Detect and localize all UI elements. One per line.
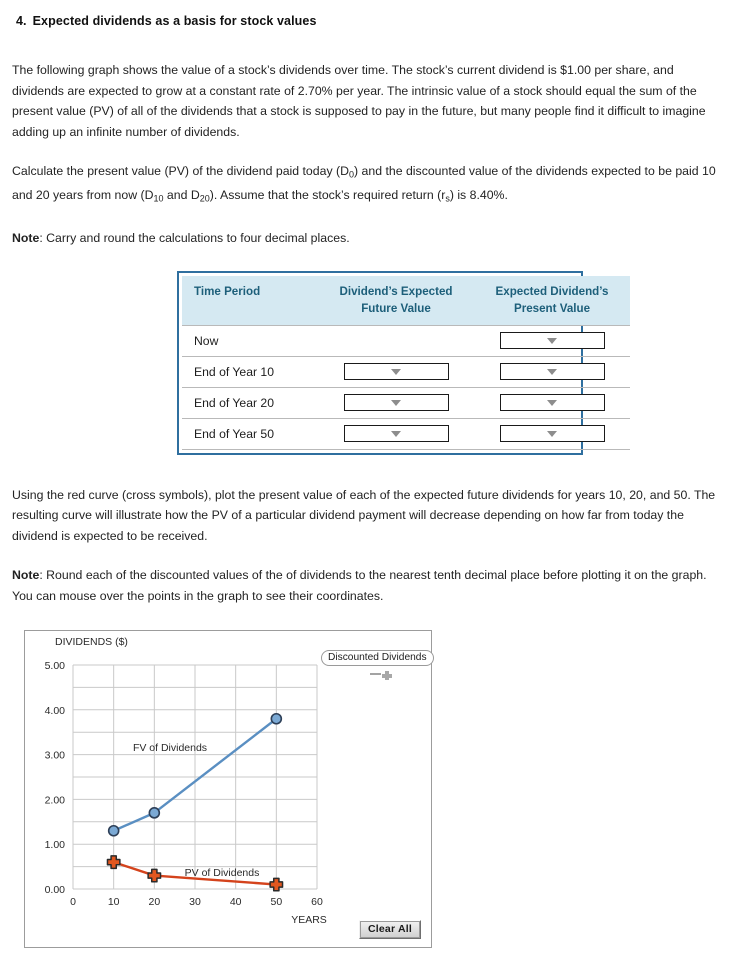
calc-seg-3: and D xyxy=(163,188,200,203)
svg-text:30: 30 xyxy=(189,896,201,909)
calc-sub-rs: s xyxy=(445,193,450,204)
fv-header-line-1: Dividend’s Expected xyxy=(339,284,453,298)
dropdown-pv-year-10[interactable] xyxy=(500,363,605,380)
chevron-down-icon xyxy=(391,369,401,375)
svg-text:DIVIDENDS ($): DIVIDENDS ($) xyxy=(55,636,128,649)
cell-pv-year-20 xyxy=(474,387,630,418)
svg-text:0: 0 xyxy=(70,896,76,909)
dropdown-fv-year-50[interactable] xyxy=(344,425,449,442)
table-header xyxy=(182,276,630,326)
legend-discounted-dividends[interactable]: Discounted Dividends xyxy=(321,650,434,666)
cell-fv-now xyxy=(318,325,474,356)
dropdown-pv-year-20[interactable] xyxy=(500,394,605,411)
chevron-down-icon xyxy=(391,400,401,406)
legend-symbol-icon xyxy=(369,668,397,680)
svg-text:0.00: 0.00 xyxy=(44,884,65,897)
svg-text:PV of Dividends: PV of Dividends xyxy=(184,867,260,880)
calc-sub-d10: 10 xyxy=(153,193,164,204)
calc-sub-d0: 0 xyxy=(349,169,355,180)
calc-seg-4: ). Assume that the stock’s required return (r xyxy=(209,188,446,203)
note-1 xyxy=(12,228,724,249)
dividends-table-container xyxy=(177,271,609,455)
table-body xyxy=(182,325,630,449)
svg-text:4.00: 4.00 xyxy=(44,704,65,717)
table-row xyxy=(182,325,630,356)
svg-text:60: 60 xyxy=(311,896,323,909)
dropdown-fv-year-20[interactable] xyxy=(344,394,449,411)
svg-text:FV of Dividends: FV of Dividends xyxy=(132,742,208,755)
calc-seg-1: Calculate the present value (PV) of the dividend paid today (D xyxy=(12,164,349,178)
table-row xyxy=(182,387,630,418)
table-header-row xyxy=(182,276,630,326)
svg-text:2.00: 2.00 xyxy=(44,794,65,807)
svg-text:50: 50 xyxy=(270,896,283,909)
pv-header-line-2: Present Value xyxy=(513,301,591,315)
table-row xyxy=(182,356,630,387)
fv-header-line-2: Future Value xyxy=(361,301,431,315)
svg-text:1.00: 1.00 xyxy=(44,839,65,852)
column-header-future-value xyxy=(318,276,474,326)
svg-text:40: 40 xyxy=(229,896,242,909)
dropdown-pv-year-50[interactable] xyxy=(500,425,605,442)
calculation-paragraph xyxy=(12,161,724,209)
cell-fv-year-50 xyxy=(318,418,474,449)
cell-fv-year-20 xyxy=(318,387,474,418)
pv-header-line-1: Expected Dividend’s xyxy=(495,284,609,298)
column-header-time-period: Time Period xyxy=(182,276,318,326)
note-2-text: : Round each of the discounted values of the of dividends to the nearest tenth decimal place before plotting it on the graph. You can mouse over the points in the graph to see their coordinates. xyxy=(12,568,707,603)
calc-sub-d20: 20 xyxy=(199,193,210,204)
row-label-now: Now xyxy=(182,325,318,356)
note-1-text: : Carry and round the calculations to four decimal places. xyxy=(39,231,350,246)
clear-all-button[interactable]: Clear All xyxy=(359,920,421,939)
svg-text:YEARS: YEARS xyxy=(291,914,327,927)
note-1-label: Note xyxy=(12,231,40,246)
dividends-graph[interactable] xyxy=(24,630,432,948)
table-row xyxy=(182,418,630,449)
dropdown-fv-year-10[interactable] xyxy=(344,363,449,380)
note-2 xyxy=(12,565,724,606)
cell-fv-year-10 xyxy=(318,356,474,387)
svg-text:20: 20 xyxy=(148,896,161,909)
row-label-year-20: End of Year 20 xyxy=(182,387,318,418)
question-title-text: Expected dividends as a basis for stock values xyxy=(32,14,317,28)
cell-pv-now xyxy=(474,325,630,356)
row-label-year-50: End of Year 50 xyxy=(182,418,318,449)
page-title xyxy=(16,14,726,28)
column-header-present-value xyxy=(474,276,630,326)
chevron-down-icon xyxy=(547,400,557,406)
row-label-year-10: End of Year 10 xyxy=(182,356,318,387)
chevron-down-icon xyxy=(547,338,557,344)
chevron-down-icon xyxy=(547,431,557,437)
chevron-down-icon xyxy=(547,369,557,375)
svg-text:3.00: 3.00 xyxy=(44,749,65,762)
dropdown-pv-now[interactable] xyxy=(500,332,605,349)
plot-instructions-paragraph: Using the red curve (cross symbols), plot the present value of each of the expected future dividends for years 10, 20, and 50. The resulting curve will illustrate how the PV of a particular dividend payment will decrease depending on how far from today the dividend is expected to be received. xyxy=(12,487,716,543)
svg-text:10: 10 xyxy=(107,896,120,909)
chevron-down-icon xyxy=(391,431,401,437)
note-2-label: Note xyxy=(12,568,40,583)
cell-pv-year-10 xyxy=(474,356,630,387)
cell-pv-year-50 xyxy=(474,418,630,449)
calc-seg-5: ) is 8.40%. xyxy=(449,188,508,203)
intro-paragraph: The following graph shows the value of a stock’s dividends over time. The stock’s current dividend is $1.00 per share, and dividends are expected to grow at a constant rate of 2.70% per year. The intrinsic value of a stock should equal the sum of the present value (PV) of all of the dividends that a stock is supposed to pay in the future, but many people find it difficult to imagine adding up an infinite number of dividends. xyxy=(12,63,706,139)
dividends-table xyxy=(182,276,630,450)
question-number: 4. xyxy=(16,14,27,28)
calc-seg-2: ) and the discounted value of the dividends expected to be paid 10 and 20 years from now (D xyxy=(12,164,716,203)
svg-text:5.00: 5.00 xyxy=(44,660,65,673)
